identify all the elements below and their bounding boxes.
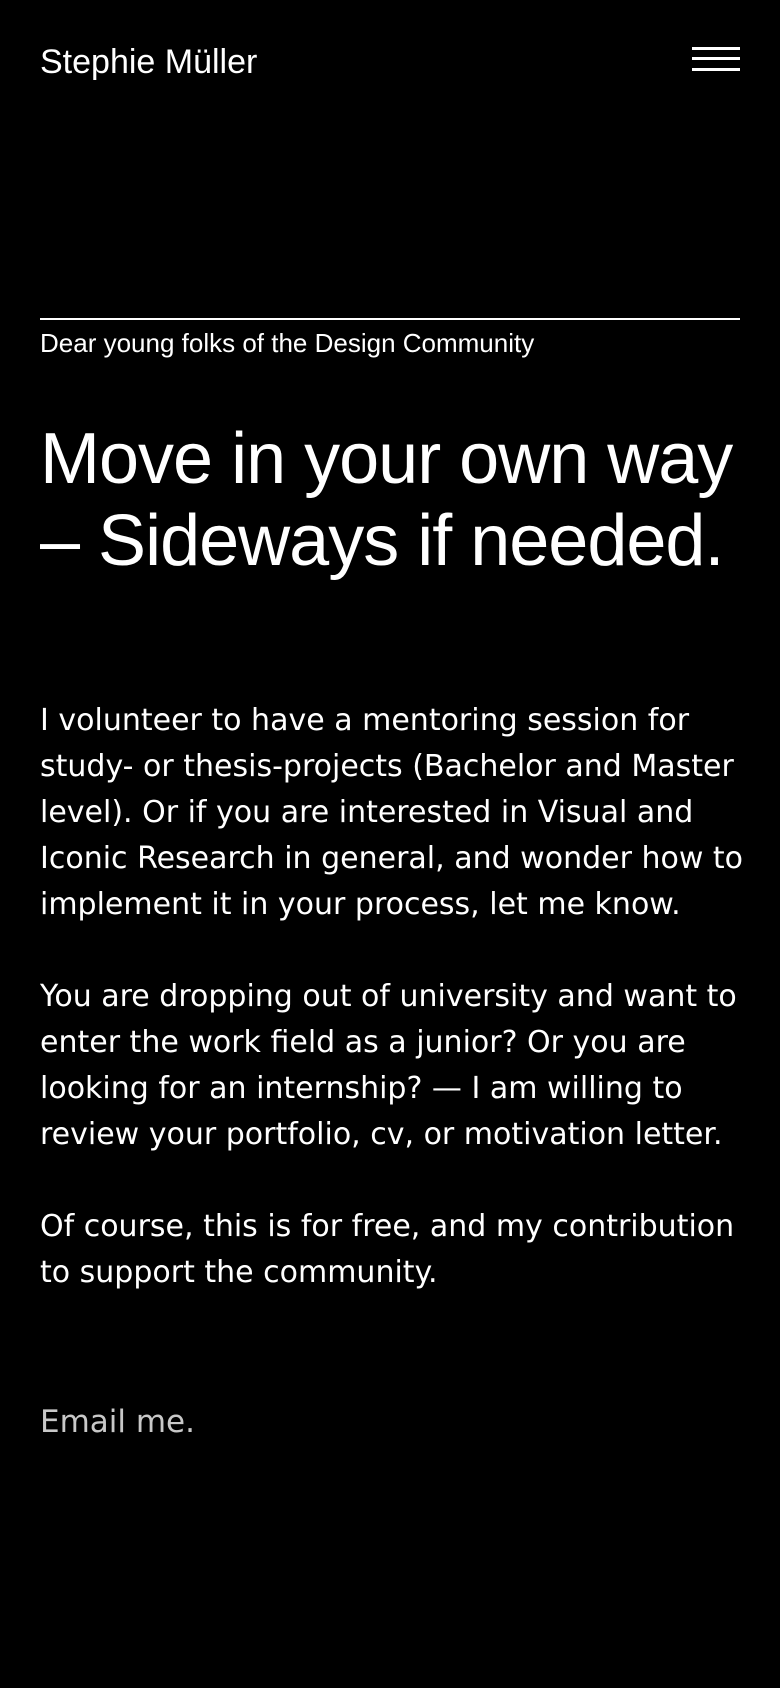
section-divider	[40, 318, 740, 320]
paragraph-free-contribution: Of course, this is for free, and my contribution to support the community.	[40, 1209, 735, 1290]
paragraph-portfolio-review: You are dropping out of university and want to enter the work field as a junior? Or you are looking for an internship? — I am willing to review your portfolio, cv, or motivation letter.	[40, 979, 737, 1152]
site-header	[40, 36, 740, 86]
site-title-link[interactable]: Stephie Müller	[40, 43, 258, 81]
headline-line-2: – Sideways if needed.	[40, 501, 724, 581]
hamburger-menu-icon[interactable]	[692, 44, 740, 76]
paragraph-mentoring: I volunteer to have a mentoring session for study- or thesis-projects (Bachelor and Master level). Or if you are interested in Visual and Iconic Research in general, and wonder how to implement it in your process, let me know.	[40, 703, 744, 922]
section-eyebrow: Dear young folks of the Design Community	[40, 328, 535, 358]
headline-line-1: Move in your own way	[40, 419, 733, 499]
menu-bar-bottom	[692, 68, 740, 71]
email-me-link[interactable]: Email me.	[40, 1404, 195, 1440]
page-headline	[40, 418, 740, 582]
menu-bar-middle	[692, 57, 740, 60]
body-copy	[40, 698, 744, 1296]
menu-bar-top	[692, 47, 740, 50]
